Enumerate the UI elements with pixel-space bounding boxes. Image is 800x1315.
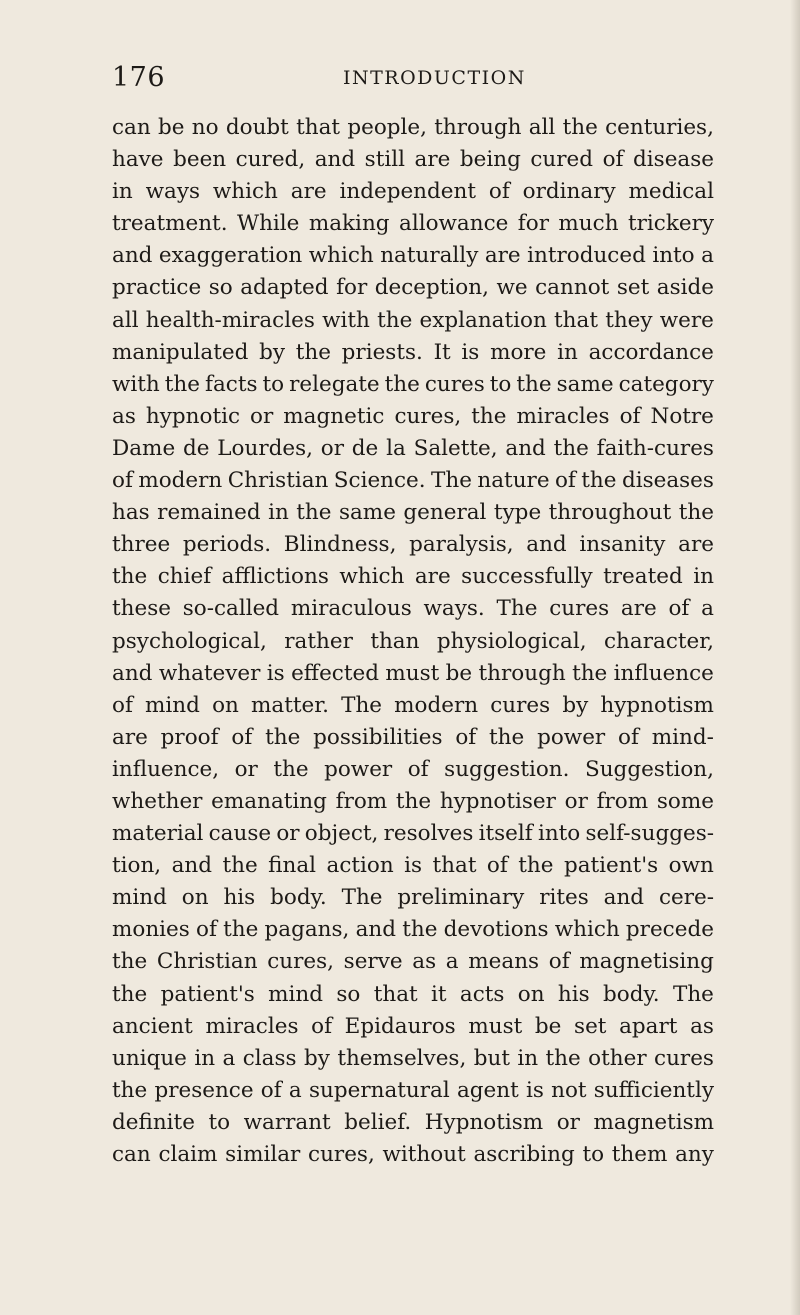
text-line: and exaggeration which naturally are introduced into a (112, 243, 714, 269)
text-line: the Christian cures, serve as a means of magnetising (112, 949, 714, 975)
text-line: of mind on matter. The modern cures by hypnotism (112, 692, 714, 718)
text-line: the patient's mind so that it acts on his body. The (112, 981, 714, 1007)
text-line: the presence of a supernatural agent is not sufficiently (112, 1077, 714, 1103)
text-line: all health-miracles with the explanation that they were (112, 307, 714, 333)
text-line: can claim similar cures, without ascribing to them any (112, 1142, 714, 1167)
text-line: Dame de Lourdes, or de la Salette, and the faith-cures (112, 435, 714, 461)
text-line: psychological, rather than physiological, character, (112, 628, 714, 654)
text-line: can be no doubt that people, through all the centuries, (112, 115, 714, 140)
text-line: have been cured, and still are being cured of disease (112, 147, 714, 173)
page-number: 176 (112, 62, 166, 93)
text-line: tion, and the final action is that of the patient's own (112, 853, 714, 879)
text-line: whether emanating from the hypnotiser or from some (112, 788, 714, 814)
text-line: and whatever is effected must be through the influence (112, 660, 714, 686)
text-line: manipulated by the priests. It is more in accordance (112, 339, 714, 365)
text-line: material cause or object, resolves itself into self-sugges- (112, 821, 714, 847)
text-line: these so-called miraculous ways. The cures are of a (112, 596, 714, 622)
page-header (112, 62, 712, 92)
text-line: as hypnotic or magnetic cures, the miracles of Notre (112, 403, 714, 429)
text-line: three periods. Blindness, paralysis, and insanity are (112, 532, 714, 558)
text-line: of modern Christian Science. The nature of the diseases (112, 468, 714, 494)
text-line: unique in a class by themselves, but in the other cures (112, 1045, 714, 1071)
text-line: has remained in the same general type throughout the (112, 500, 714, 526)
body-text (112, 112, 714, 1171)
text-line: with the facts to relegate the cures to the same category (112, 371, 714, 397)
running-title: INTRODUCTION (343, 67, 526, 89)
text-line: mind on his body. The preliminary rites and cere- (112, 885, 714, 911)
text-line: practice so adapted for deception, we cannot set aside (112, 275, 714, 301)
text-line: influence, or the power of suggestion. Suggestion, (112, 756, 714, 782)
text-line: are proof of the possibilities of the power of mind- (112, 724, 714, 750)
page-edge-shadow (790, 0, 800, 1315)
text-line: treatment. While making allowance for much trickery (112, 211, 714, 237)
text-line: definite to warrant belief. Hypnotism or magnetism (112, 1109, 714, 1135)
text-line: the chief afflictions which are successfully treated in (112, 564, 714, 590)
text-line: monies of the pagans, and the devotions which precede (112, 917, 714, 943)
text-line: in ways which are independent of ordinary medical (112, 179, 714, 205)
text-line: ancient miracles of Epidauros must be set apart as (112, 1013, 714, 1039)
